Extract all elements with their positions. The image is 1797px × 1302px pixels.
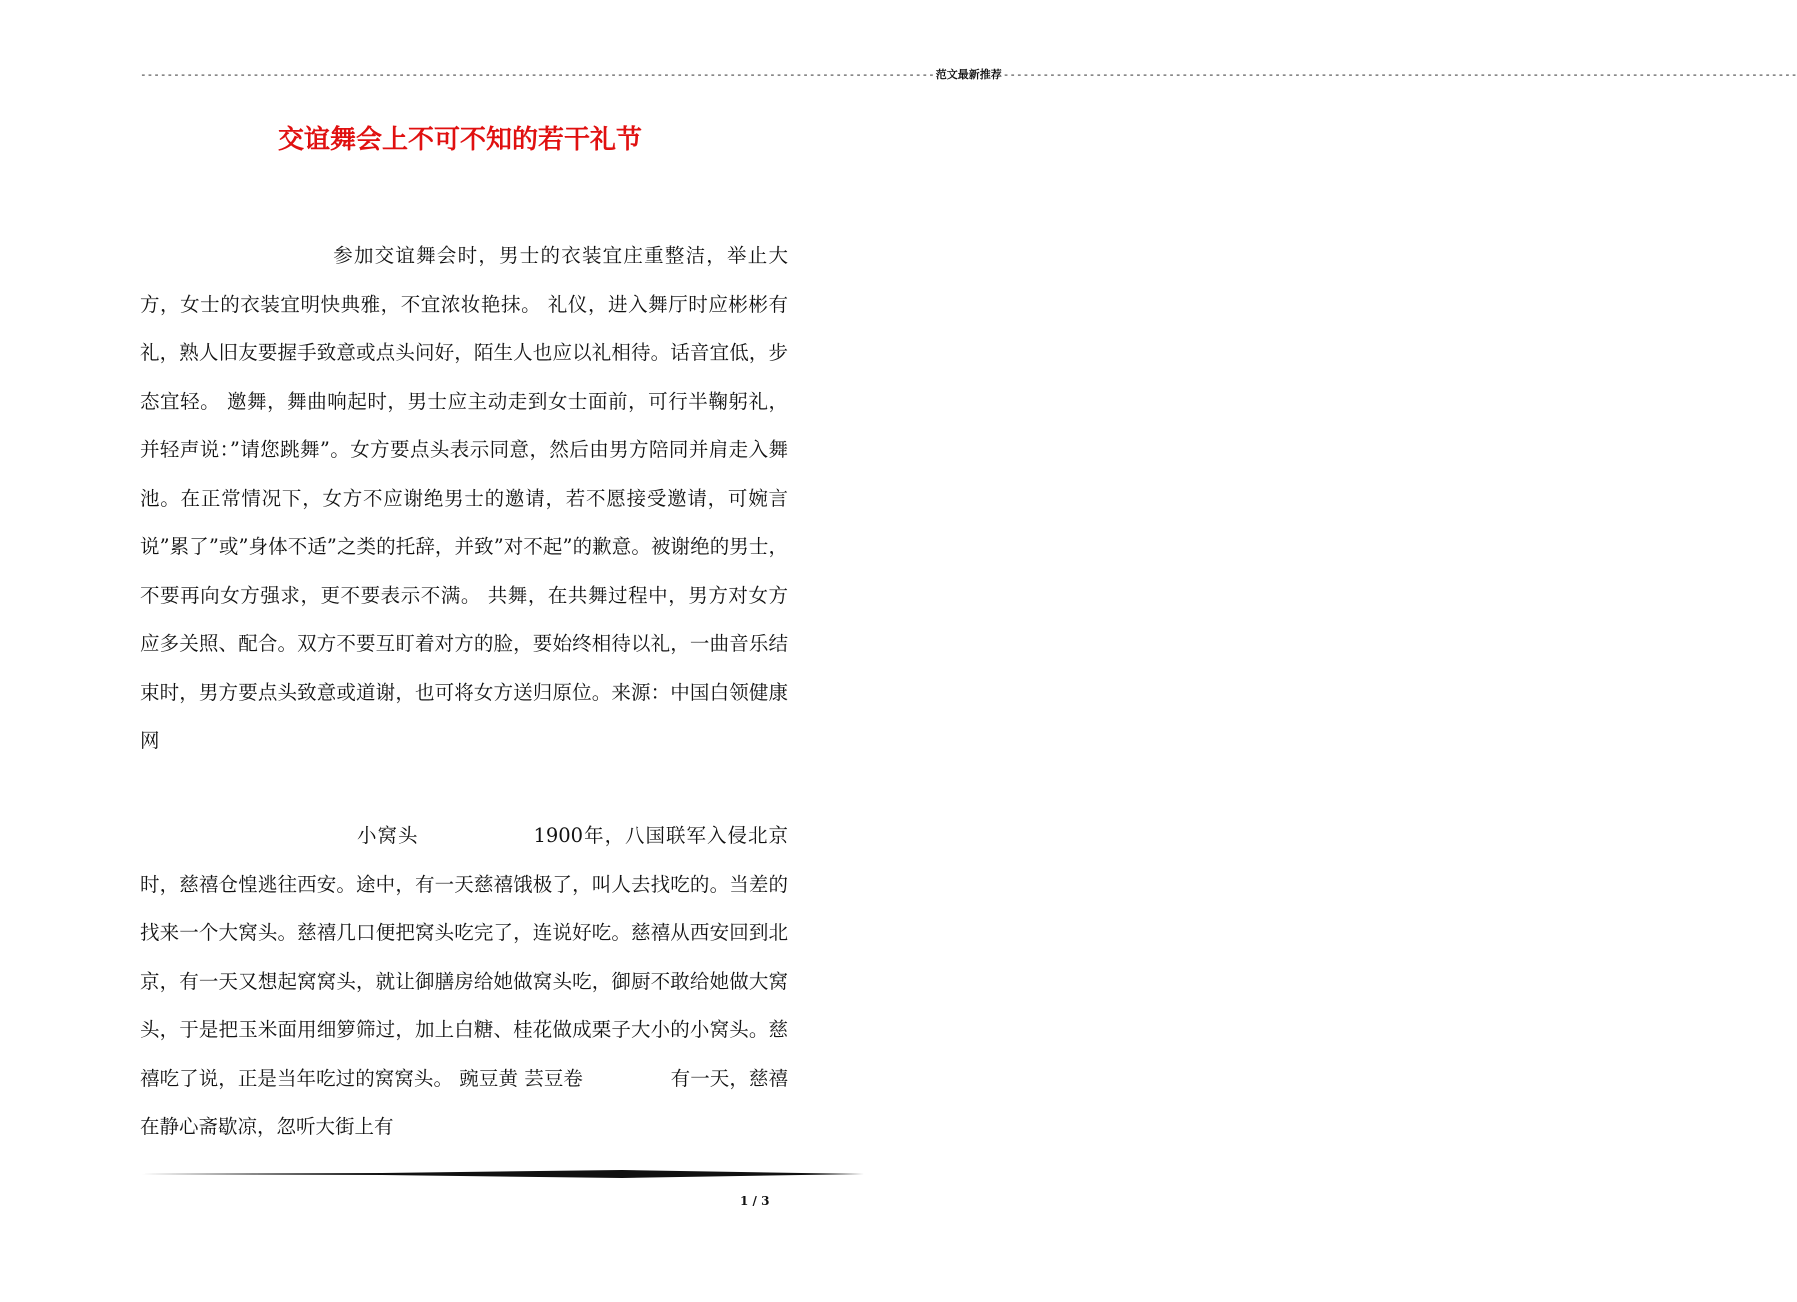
- paragraph-etiquette: [140, 232, 788, 766]
- header-left-rule: ------------------------------------------------------------------------------------------------------------------------: [140, 68, 935, 81]
- page-header: [140, 68, 1797, 82]
- header-label: 范文最新推荐: [935, 68, 1002, 81]
- page-number: 1 / 3: [740, 1194, 770, 1208]
- document-title: 交谊舞会上不可不知的若干礼节: [277, 125, 642, 155]
- paragraph-text: 小窝头 1900年，八国联军入侵北京时，慈禧仓惶逃往西安。途中，有一天慈禧饿极了，叫人去找吃的。当差的找来一个大窝头。慈禧几口便把窝头吃完了，连说好吃。慈禧从西安回到北京，有一天又想起窝窝头，就让御膳房给她做窝头吃，御厨不敢给她做大窝头，于是把玉米面用细箩筛过，加上白糖、桂花做成栗子大小的小窝头。慈禧吃了说，正是当年吃过的窝窝头。 豌豆黄 芸豆卷 有一天，慈禧在静心斋歇凉，忽听大街上有: [140, 824, 788, 1138]
- paragraph-xiaowotou: [140, 812, 788, 1152]
- header-right-rule: ------------------------------------------------------------------------------------------------------------------------: [1002, 68, 1797, 81]
- footer-rule: [142, 1170, 864, 1178]
- paragraph-text: 参加交谊舞会时，男士的衣装宜庄重整洁，举止大方，女士的衣装宜明快典雅，不宜浓妆艳抹。 礼仪，进入舞厅时应彬彬有礼，熟人旧友要握手致意或点头问好，陌生人也应以礼相待。话音宜低，步态宜轻。 邀舞，舞曲响起时，男士应主动走到女士面前，可行半鞠躬礼，并轻声说：”请您跳舞”。女方要点头表示同意，然后由男方陪同并肩走入舞池。在正常情况下，女方不应谢绝男士的邀请，若不愿接受邀请，可婉言说”累了”或”身体不适”之类的托辞，并致”对不起”的歉意。被谢绝的男士，不要再向女方强求，更不要表示不满。 共舞，在共舞过程中，男方对女方应多关照、配合。双方不要互盯着对方的脸，要始终相待以礼，一曲音乐结束时，男方要点头致意或道谢，也可将女方送归原位。来源：中国白领健康网: [140, 244, 788, 752]
